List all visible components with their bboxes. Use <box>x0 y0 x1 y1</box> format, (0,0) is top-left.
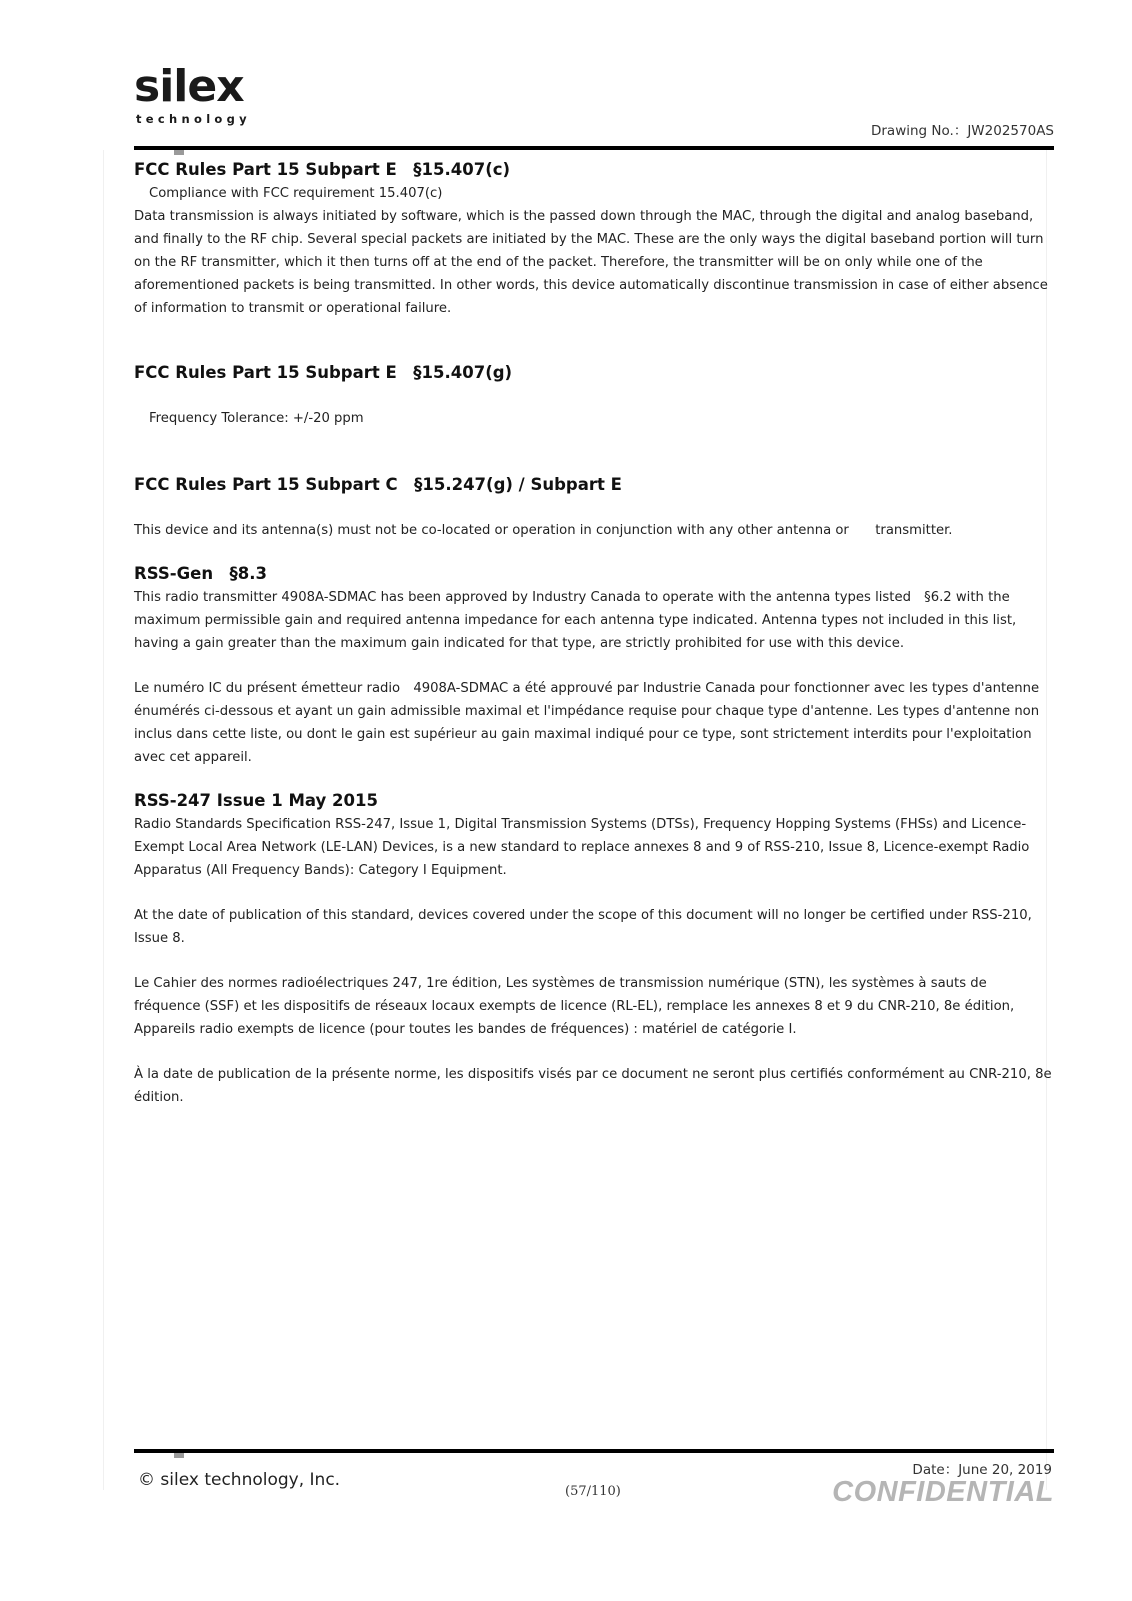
document-body <box>134 158 1054 1109</box>
copyright: © silex technology, Inc. <box>138 1470 341 1490</box>
section-heading-rss-247: RSS-247 Issue 1 May 2015 <box>134 791 378 810</box>
confidential-mark: CONFIDENTIAL <box>832 1476 1054 1508</box>
section-heading-15-407c: FCC Rules Part 15 Subpart E §15.407(c) <box>134 160 511 179</box>
logo-subtitle: technology <box>136 112 251 126</box>
silex-logo <box>134 61 274 130</box>
section-heading-15-407g: FCC Rules Part 15 Subpart E §15.407(g) <box>134 363 513 382</box>
paragraph: Radio Standards Specification RSS-247, Issue 1, Digital Transmission Systems (DTSs), Frequency Hopping Systems (FHSs) and Licence-Exempt Local Area Network (LE-LAN) Devices, is a new standard to replace annexes 8 and 9 of RSS-210, Issue 8, Licence-exempt Radio Apparatus (All Frequency Bands): Category I Equipment. <box>134 817 1030 878</box>
header-rule <box>134 146 1054 150</box>
paragraph: Le Cahier des normes radioélectriques 247, 1re édition, Les systèmes de transmission numérique (STN), les systèmes à sauts de fréquence (SSF) et les dispositifs de réseaux locaux exempts de licence (RL-EL), remplace les annexes 8 et 9 du CNR-210, 8e édition, Appareils radio exempts de licence (pour toutes les bandes de fréquences) : matériel de catégorie I. <box>134 976 1015 1037</box>
section-heading-rss-gen: RSS-Gen §8.3 <box>134 564 268 583</box>
page-number: (57/110) <box>565 1484 621 1499</box>
paragraph: Le numéro IC du présent émetteur radio 4908A-SDMAC a été approuvé par Industrie Canada pour fonctionner avec les types d'antenne énumérés ci-dessous et ayant un gain admissible maximal et l'impédance requise pour chaque type d'antenne. Les types d'antenne non inclus dans cette liste, ou dont le gain est supérieur au gain maximal indiqué pour ce type, sont strictement interdits pour l'exploitation avec cet appareil. <box>134 681 1040 765</box>
left-margin-line <box>103 150 104 1490</box>
paragraph: Frequency Tolerance: +/-20 ppm <box>149 411 364 426</box>
header-rule-tab <box>174 150 184 155</box>
footer-rule <box>134 1449 1054 1453</box>
footer-rule-tab <box>174 1453 184 1458</box>
paragraph: This device and its antenna(s) must not be co-located or operation in conjunction with any other antenna or transmitter. <box>134 523 953 538</box>
drawing-number: Drawing No.：JW202570AS <box>870 123 1054 139</box>
paragraph: Compliance with FCC requirement 15.407(c) <box>149 186 443 201</box>
paragraph: At the date of publication of this standard, devices covered under the scope of this document will no longer be certified under RSS-210, Issue 8. <box>134 908 1032 946</box>
paragraph: This radio transmitter 4908A-SDMAC has been approved by Industry Canada to operate with the antenna types listed §6.2 with the maximum permissible gain and required antenna impedance for each antenna type indicated. Antenna types not included in this list, having a gain greater than the maximum gain indicated for that type, are strictly prohibited for use with this device. <box>134 590 1017 651</box>
paragraph: Data transmission is always initiated by software, which is the passed down through the MAC, through the digital and analog baseband, and finally to the RF chip. Several special packets are initiated by the MAC. These are the only ways the digital baseband portion will turn on the RF transmitter, which it then turns off at the end of the packet. Therefore, the transmitter will be on only while one of the aforementioned packets is being transmitted. In other words, this device automatically discontinue transmission in case of either absence of information to transmit or operational failure. <box>134 209 1048 316</box>
document-date: Date：June 20, 2019 <box>912 1462 1052 1478</box>
section-heading-15-247g: FCC Rules Part 15 Subpart C §15.247(g) / Subpart E <box>134 475 622 494</box>
paragraph: À la date de publication de la présente norme, les dispositifs visés par ce document ne seront plus certifiés conformément au CNR-210, 8e édition. <box>134 1067 1052 1105</box>
logo-word: silex <box>134 61 244 112</box>
